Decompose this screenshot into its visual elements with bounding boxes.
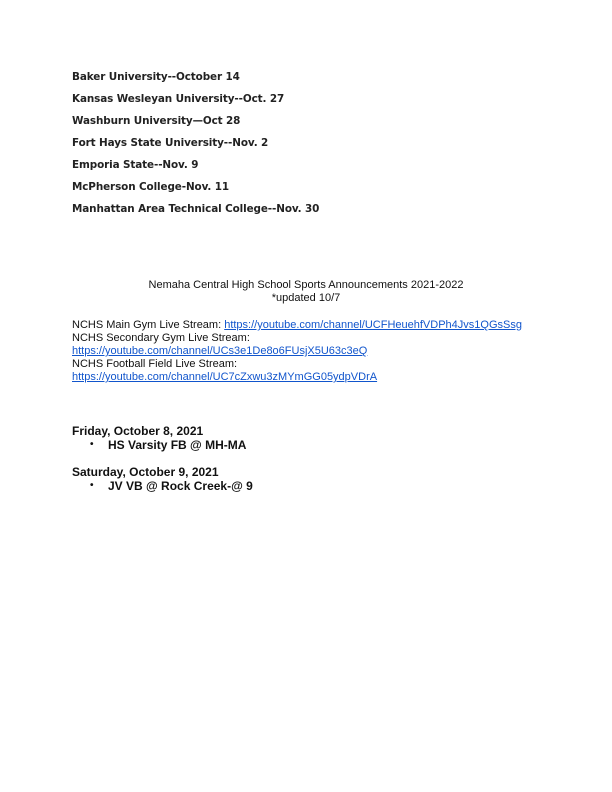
college-visit-list bbox=[72, 71, 542, 225]
college-item: Manhattan Area Technical College--Nov. 30 bbox=[72, 203, 320, 215]
football-field-stream bbox=[72, 371, 552, 384]
main-gym-label: NCHS Main Gym Live Stream: bbox=[72, 319, 225, 331]
event-item bbox=[72, 438, 552, 452]
event-list bbox=[72, 479, 552, 493]
secondary-gym-link[interactable]: https://youtube.com/channel/UCs3e1De8o6FUsjX5U63c3eQ bbox=[72, 345, 368, 357]
schedule-date: Saturday, October 9, 2021 bbox=[72, 465, 219, 479]
schedule-day bbox=[72, 465, 552, 493]
event-item bbox=[72, 479, 552, 493]
updated-note: *updated 10/7 bbox=[271, 292, 341, 304]
event-list bbox=[72, 438, 552, 452]
college-item: McPherson College-Nov. 11 bbox=[72, 181, 230, 193]
schedule-date: Friday, October 8, 2021 bbox=[72, 424, 204, 438]
secondary-gym-stream bbox=[72, 345, 552, 358]
secondary-gym-label: NCHS Secondary Gym Live Stream: bbox=[72, 332, 250, 344]
event-text: HS Varsity FB @ MH-MA bbox=[108, 438, 247, 452]
bullet-icon: • bbox=[90, 439, 94, 450]
college-item: Baker University--October 14 bbox=[72, 71, 240, 83]
event-text: JV VB @ Rock Creek-@ 9 bbox=[108, 479, 253, 493]
announcements-title: Nemaha Central High School Sports Announcements 2021-2022 bbox=[148, 279, 464, 291]
schedule-day bbox=[72, 424, 552, 452]
football-field-link[interactable]: https://youtube.com/channel/UC7cZxwu3zMYmGG05ydpVDrA bbox=[72, 371, 378, 383]
live-streams bbox=[72, 319, 552, 384]
football-field-label: NCHS Football Field Live Stream: bbox=[72, 358, 238, 370]
announcements-header bbox=[0, 279, 612, 305]
game-schedule bbox=[72, 424, 552, 506]
college-item: Kansas Wesleyan University--Oct. 27 bbox=[72, 93, 285, 105]
college-item: Washburn University—Oct 28 bbox=[72, 115, 241, 127]
main-gym-link[interactable]: https://youtube.com/channel/UCFHeuehfVDPh4Jvs1QGsSsg bbox=[224, 319, 522, 331]
college-item: Emporia State--Nov. 9 bbox=[72, 159, 199, 171]
main-gym-stream bbox=[72, 319, 552, 332]
college-item: Fort Hays State University--Nov. 2 bbox=[72, 137, 269, 149]
bullet-icon: • bbox=[90, 480, 94, 491]
